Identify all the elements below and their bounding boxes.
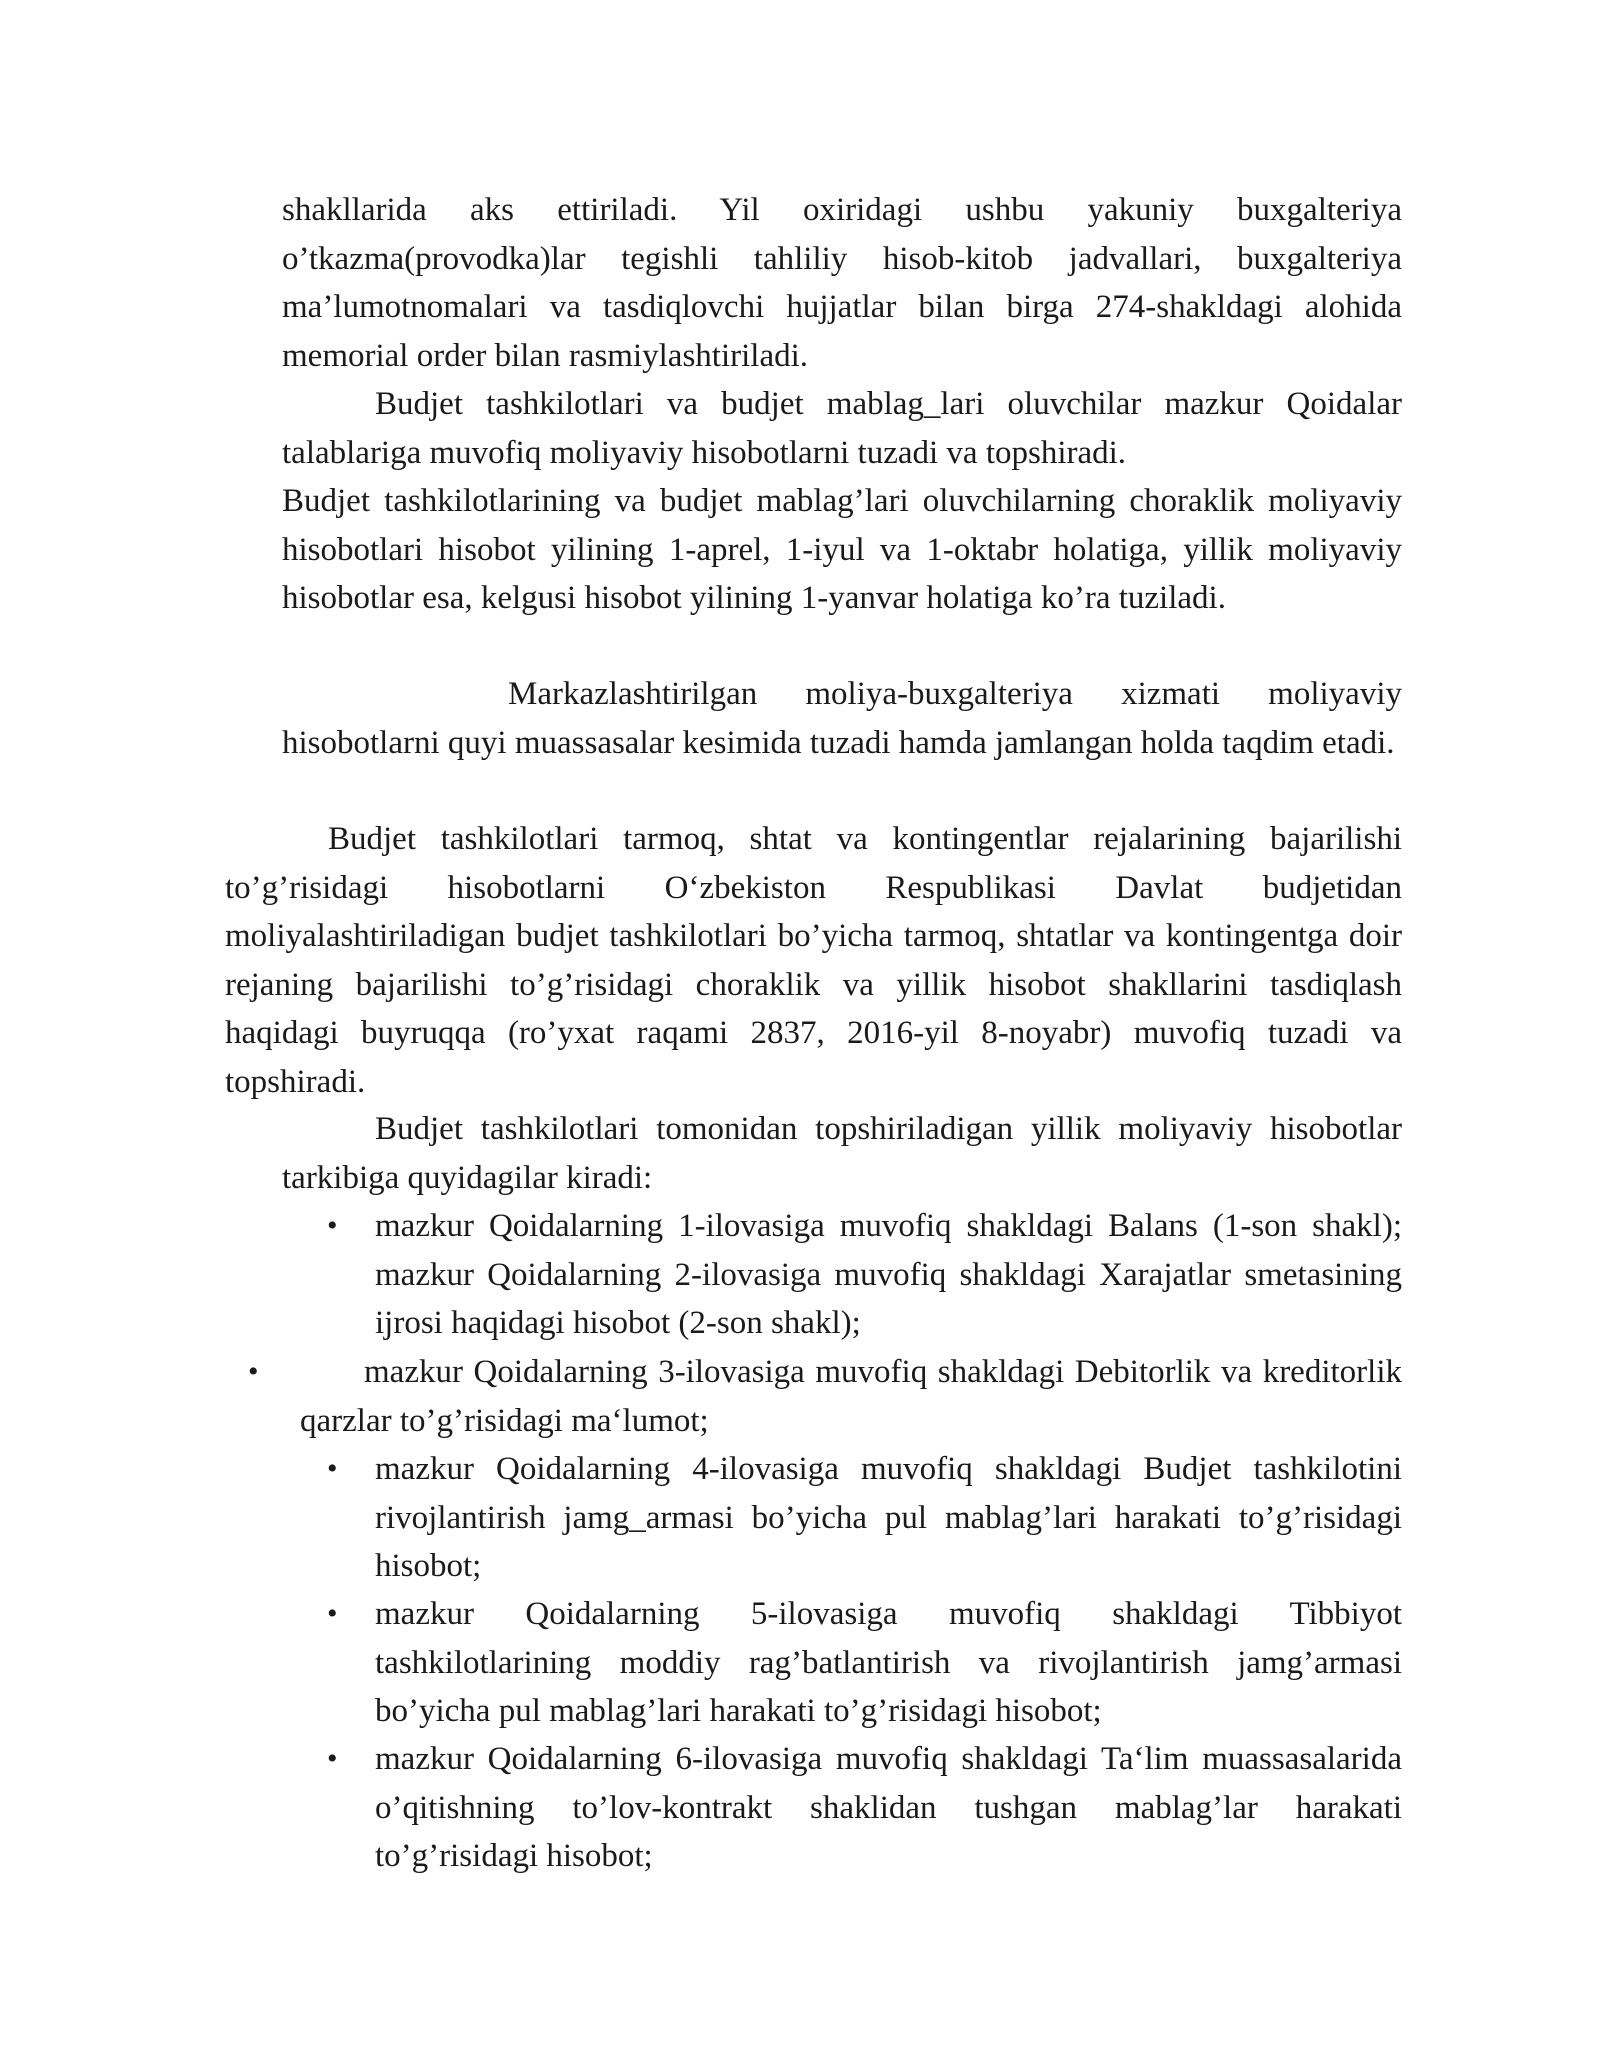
list-item-text: mazkur Qoidalarning 4-ilovasiga muvofiq shakldagi Budjet tashkilotini rivojlantirish jamg_armasi bo’yicha pul mablag’lari harakati to’g’risidagi hisobot; <box>375 1451 1402 1584</box>
bullet-icon: • <box>327 1209 338 1242</box>
paragraph-centralized-service: Markazlashtirilgan moliya-buxgalteriya xizmati moliyaviy hisobotlarni quyi muassasalar kesimida tuzadi hamda jamlangan holda taqdim etadi. <box>282 676 1402 761</box>
list-item-text: mazkur Qoidalarning 6-ilovasiga muvofiq shakldagi Ta‘lim muassasalarida o’qitishning to’lov-kontrakt shaklidan tushgan mablag’lar harakati to’g’risidagi hisobot; <box>375 1741 1402 1874</box>
bullet-icon: • <box>248 1355 259 1388</box>
bullet-icon: • <box>327 1597 338 1630</box>
list-item-text: mazkur Qoidalarning 5-ilovasiga muvofiq shakldagi Tibbiyot tashkilotlarining moddiy rag’batlantirish va rivojlantirish jamg’armasi bo’yicha pul mablag’lari harakati to’g’risidagi hisobot; <box>375 1596 1402 1729</box>
paragraph-staffing-reports: Budjet tashkilotlari tarmoq, shtat va kontingentlar rejalarining bajarilishi to’g’risidagi hisobotlarni O‘zbekiston Respublikasi Davlat budjetidan moliyalashtiriladigan budjet tashkilotlari bo’yicha tarmoq, shtatlar va kontingentga doir rejaning bajarilishi to’g’risidagi choraklik va yillik hisobot shakllarini tasdiqlash haqidagi buyruqqa (ro’yxat raqami 2837, 2016-yil 8-noyabr) muvofiq tuzadi va topshiradi. <box>225 821 1402 1100</box>
list-item <box>327 1445 1402 1591</box>
paragraph-reporting-dates: Budjet tashkilotlarining va budjet mablag’lari oluvchilarning choraklik moliyaviy hisobotlari hisobot yilining 1-aprel, 1-iyul va 1-oktabr holatiga, yillik moliyaviy hisobotlar esa, kelgusi hisobot yilining 1-yanvar holatiga ko’ra tuziladi. <box>282 483 1402 616</box>
bullet-icon: • <box>327 1452 338 1485</box>
bullet-icon: • <box>327 1742 338 1775</box>
paragraph-memorial-order: shakllarida aks ettiriladi. Yil oxiridagi ushbu yakuniy buxgalteriya o’tkazma(provodka)lar tegishli tahliliy hisob-kitob jadvallari, buxgalteriya ma’lumotnomalari va tasdiqlovchi hujjatlar bilan birga 274-shakldagi alohida memorial order bilan rasmiylashtiriladi. <box>282 192 1402 374</box>
paragraph-reporting-obligation: Budjet tashkilotlari va budjet mablag_lari oluvchilar mazkur Qoidalar talablariga muvofiq moliyaviy hisobotlarni tuzadi va topshiradi. <box>282 386 1402 471</box>
list-item-text: mazkur Qoidalarning 3-ilovasiga muvofiq shakldagi Debitorlik va kreditorlik qarzlar to’g’risidagi ma‘lumot; <box>300 1354 1402 1439</box>
list-item <box>327 1735 1402 1881</box>
list-item <box>327 1202 1402 1348</box>
list-item-text: mazkur Qoidalarning 1-ilovasiga muvofiq shakldagi Balans (1-son shakl); mazkur Qoidalarning 2-ilovasiga muvofiq shakldagi Xarajatlar smetasining ijrosi haqidagi hisobot (2-son shakl); <box>375 1208 1402 1341</box>
list-item <box>248 1348 1402 1445</box>
list-item <box>327 1590 1402 1736</box>
paragraph-annual-report-contents: Budjet tashkilotlari tomonidan topshiriladigan yillik moliyaviy hisobotlar tarkibiga quyidagilar kiradi: <box>282 1111 1402 1196</box>
